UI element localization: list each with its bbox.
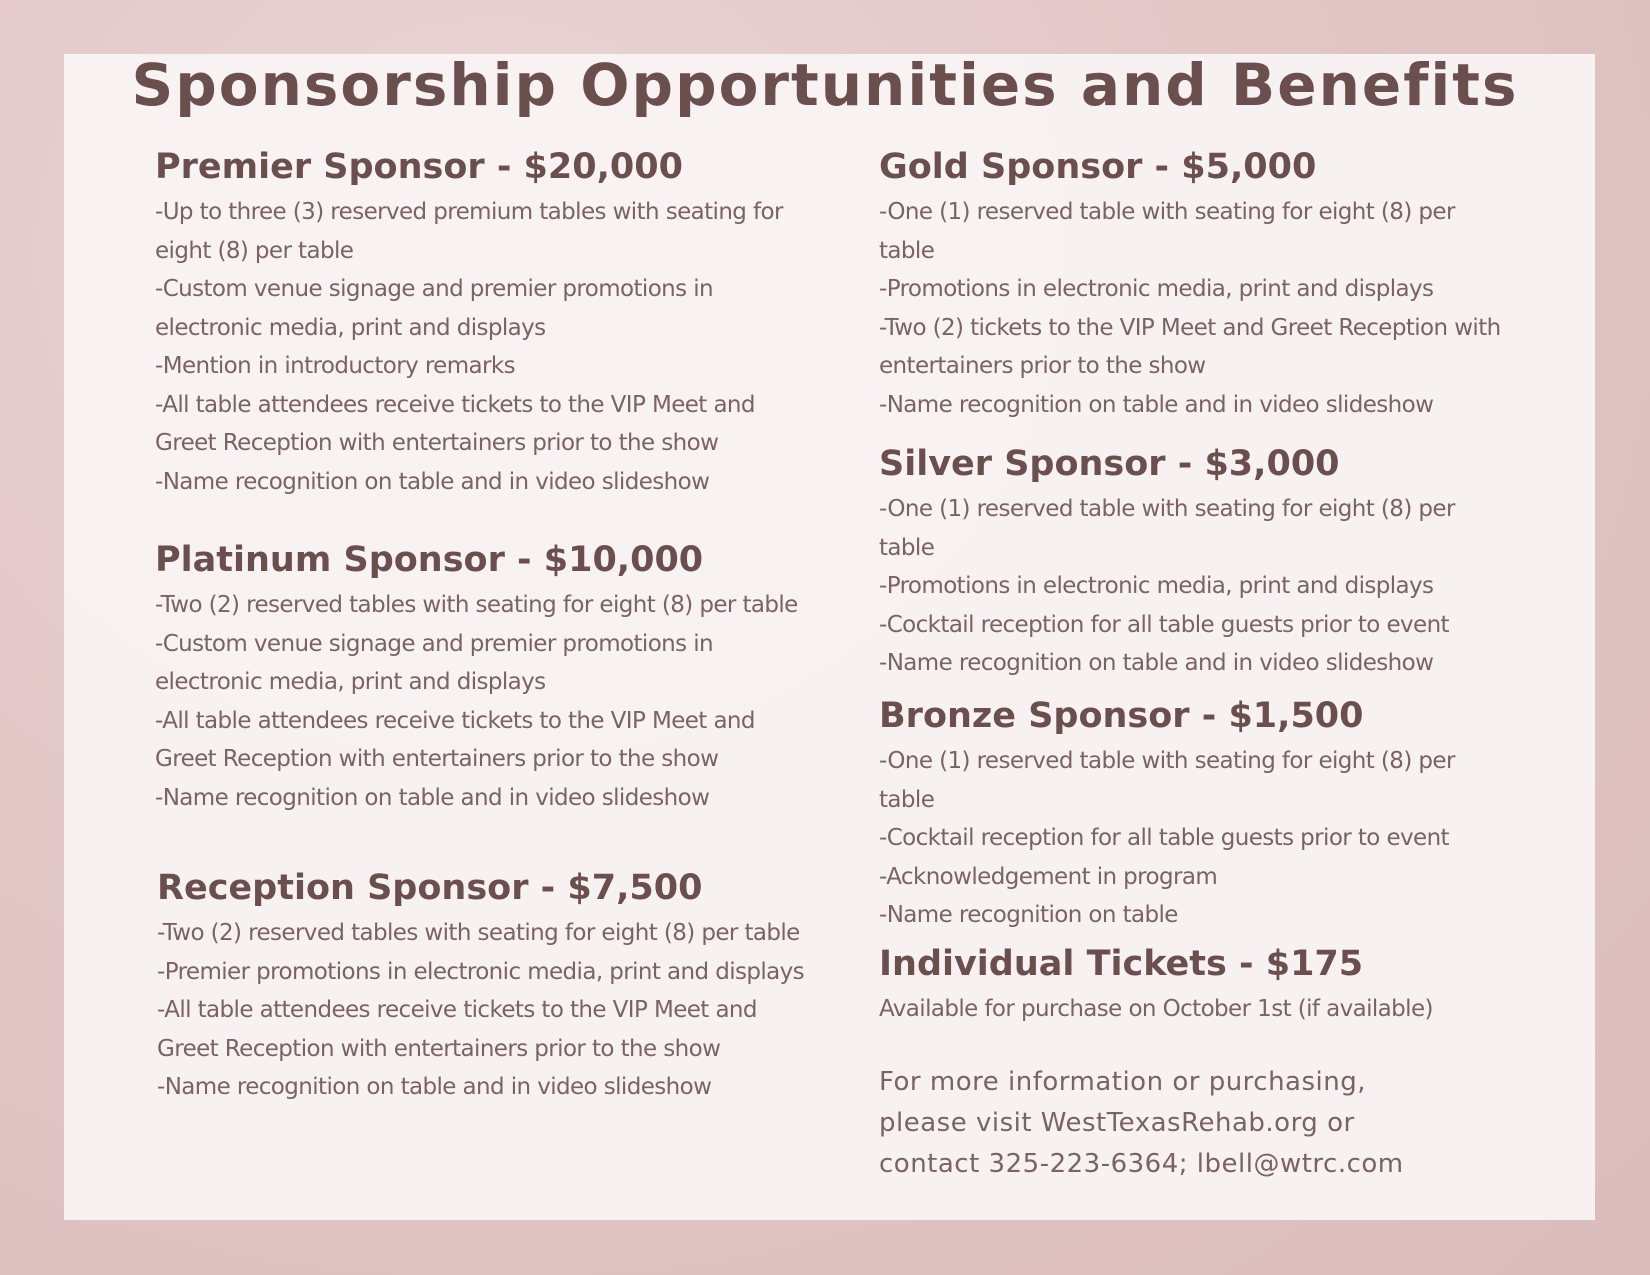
benefit-line: -All table attendees receive tickets to the VIP Meet and [157, 997, 757, 1023]
benefit-line: Greet Reception with entertainers prior to the show [157, 1035, 721, 1062]
benefit-line: Available for purchase on October 1st (if available) [879, 996, 1433, 1022]
contact-info [879, 1062, 1404, 1185]
benefit-line: -Cocktail reception for all table guests prior to event [879, 825, 1449, 851]
benefit-line: -One (1) reserved table with seating for eight (8) per [879, 748, 1455, 774]
benefit-line: -Name recognition on table and in video slideshow [879, 391, 1434, 418]
benefit-line: entertainers prior to the show [879, 353, 1206, 379]
premier-sponsor-section [155, 145, 783, 501]
benefit-line: table [879, 237, 935, 264]
benefit-line: -Cocktail reception for all table guests prior to event [879, 611, 1449, 638]
benefit-line: -All table attendees receive tickets to the VIP Meet and [155, 391, 755, 418]
bronze-sponsor-heading: Bronze Sponsor - $1,500 [879, 696, 1364, 736]
silver-sponsor-heading: Silver Sponsor - $3,000 [879, 444, 1340, 484]
benefit-line: -Name recognition on table [879, 902, 1178, 928]
premier-sponsor-heading: Premier Sponsor - $20,000 [155, 147, 683, 187]
individual-tickets-heading: Individual Tickets - $175 [879, 944, 1364, 984]
benefit-line: Greet Reception with entertainers prior to the show [155, 746, 719, 772]
silver-sponsor-section [879, 442, 1455, 683]
benefit-line: -Two (2) reserved tables with seating for eight (8) per table [155, 592, 798, 618]
benefit-line: -Name recognition on table and in video slideshow [157, 1074, 712, 1100]
benefit-line: -Acknowledgement in program [879, 863, 1218, 890]
benefit-line: -Up to three (3) reserved premium tables with seating for [155, 199, 783, 225]
benefit-line: -Mention in introductory remarks [155, 353, 515, 379]
benefit-line: -Two (2) tickets to the VIP Meet and Greet Reception with [879, 314, 1501, 341]
benefit-line: table [879, 786, 935, 813]
gold-sponsor-section [879, 145, 1501, 424]
benefit-line: -Custom venue signage and premier promotions in [155, 630, 714, 657]
platinum-sponsor-section [155, 538, 798, 817]
benefit-line: -Promotions in electronic media, print and displays [879, 573, 1434, 599]
benefit-line: -One (1) reserved table with seating for eight (8) per [879, 496, 1455, 522]
benefit-line: electronic media, print and displays [155, 669, 546, 695]
individual-tickets-section [879, 942, 1433, 1029]
benefit-line: eight (8) per table [155, 237, 354, 264]
benefit-line: -Premier promotions in electronic media, print and displays [157, 958, 805, 985]
bronze-sponsor-section [879, 694, 1455, 935]
reception-sponsor-section [157, 866, 804, 1107]
benefit-line: Greet Reception with entertainers prior to the show [155, 430, 719, 456]
platinum-sponsor-heading: Platinum Sponsor - $10,000 [155, 540, 704, 580]
benefit-line: -Name recognition on table and in video slideshow [155, 468, 710, 495]
contact-line: please visit WestTexasRehab.org or [879, 1108, 1355, 1138]
contact-line: For more information or purchasing, [879, 1067, 1367, 1097]
benefit-line: -Name recognition on table and in video slideshow [879, 650, 1434, 676]
benefit-line: -One (1) reserved table with seating for eight (8) per [879, 199, 1455, 225]
benefit-line: -Name recognition on table and in video slideshow [155, 784, 710, 811]
reception-sponsor-heading: Reception Sponsor - $7,500 [157, 868, 703, 908]
benefit-line: -Two (2) reserved tables with seating for eight (8) per table [157, 920, 800, 946]
benefit-line: -Custom venue signage and premier promotions in [155, 276, 714, 302]
gold-sponsor-heading: Gold Sponsor - $5,000 [879, 147, 1317, 187]
benefit-line: -All table attendees receive tickets to the VIP Meet and [155, 707, 755, 734]
contact-line: contact 325-223-6364; lbell@wtrc.com [879, 1149, 1404, 1179]
benefit-line: electronic media, print and displays [155, 314, 546, 341]
page-title: Sponsorship Opportunities and Benefits [131, 51, 1519, 119]
benefit-line: -Promotions in electronic media, print and displays [879, 276, 1434, 302]
benefit-line: table [879, 534, 935, 561]
